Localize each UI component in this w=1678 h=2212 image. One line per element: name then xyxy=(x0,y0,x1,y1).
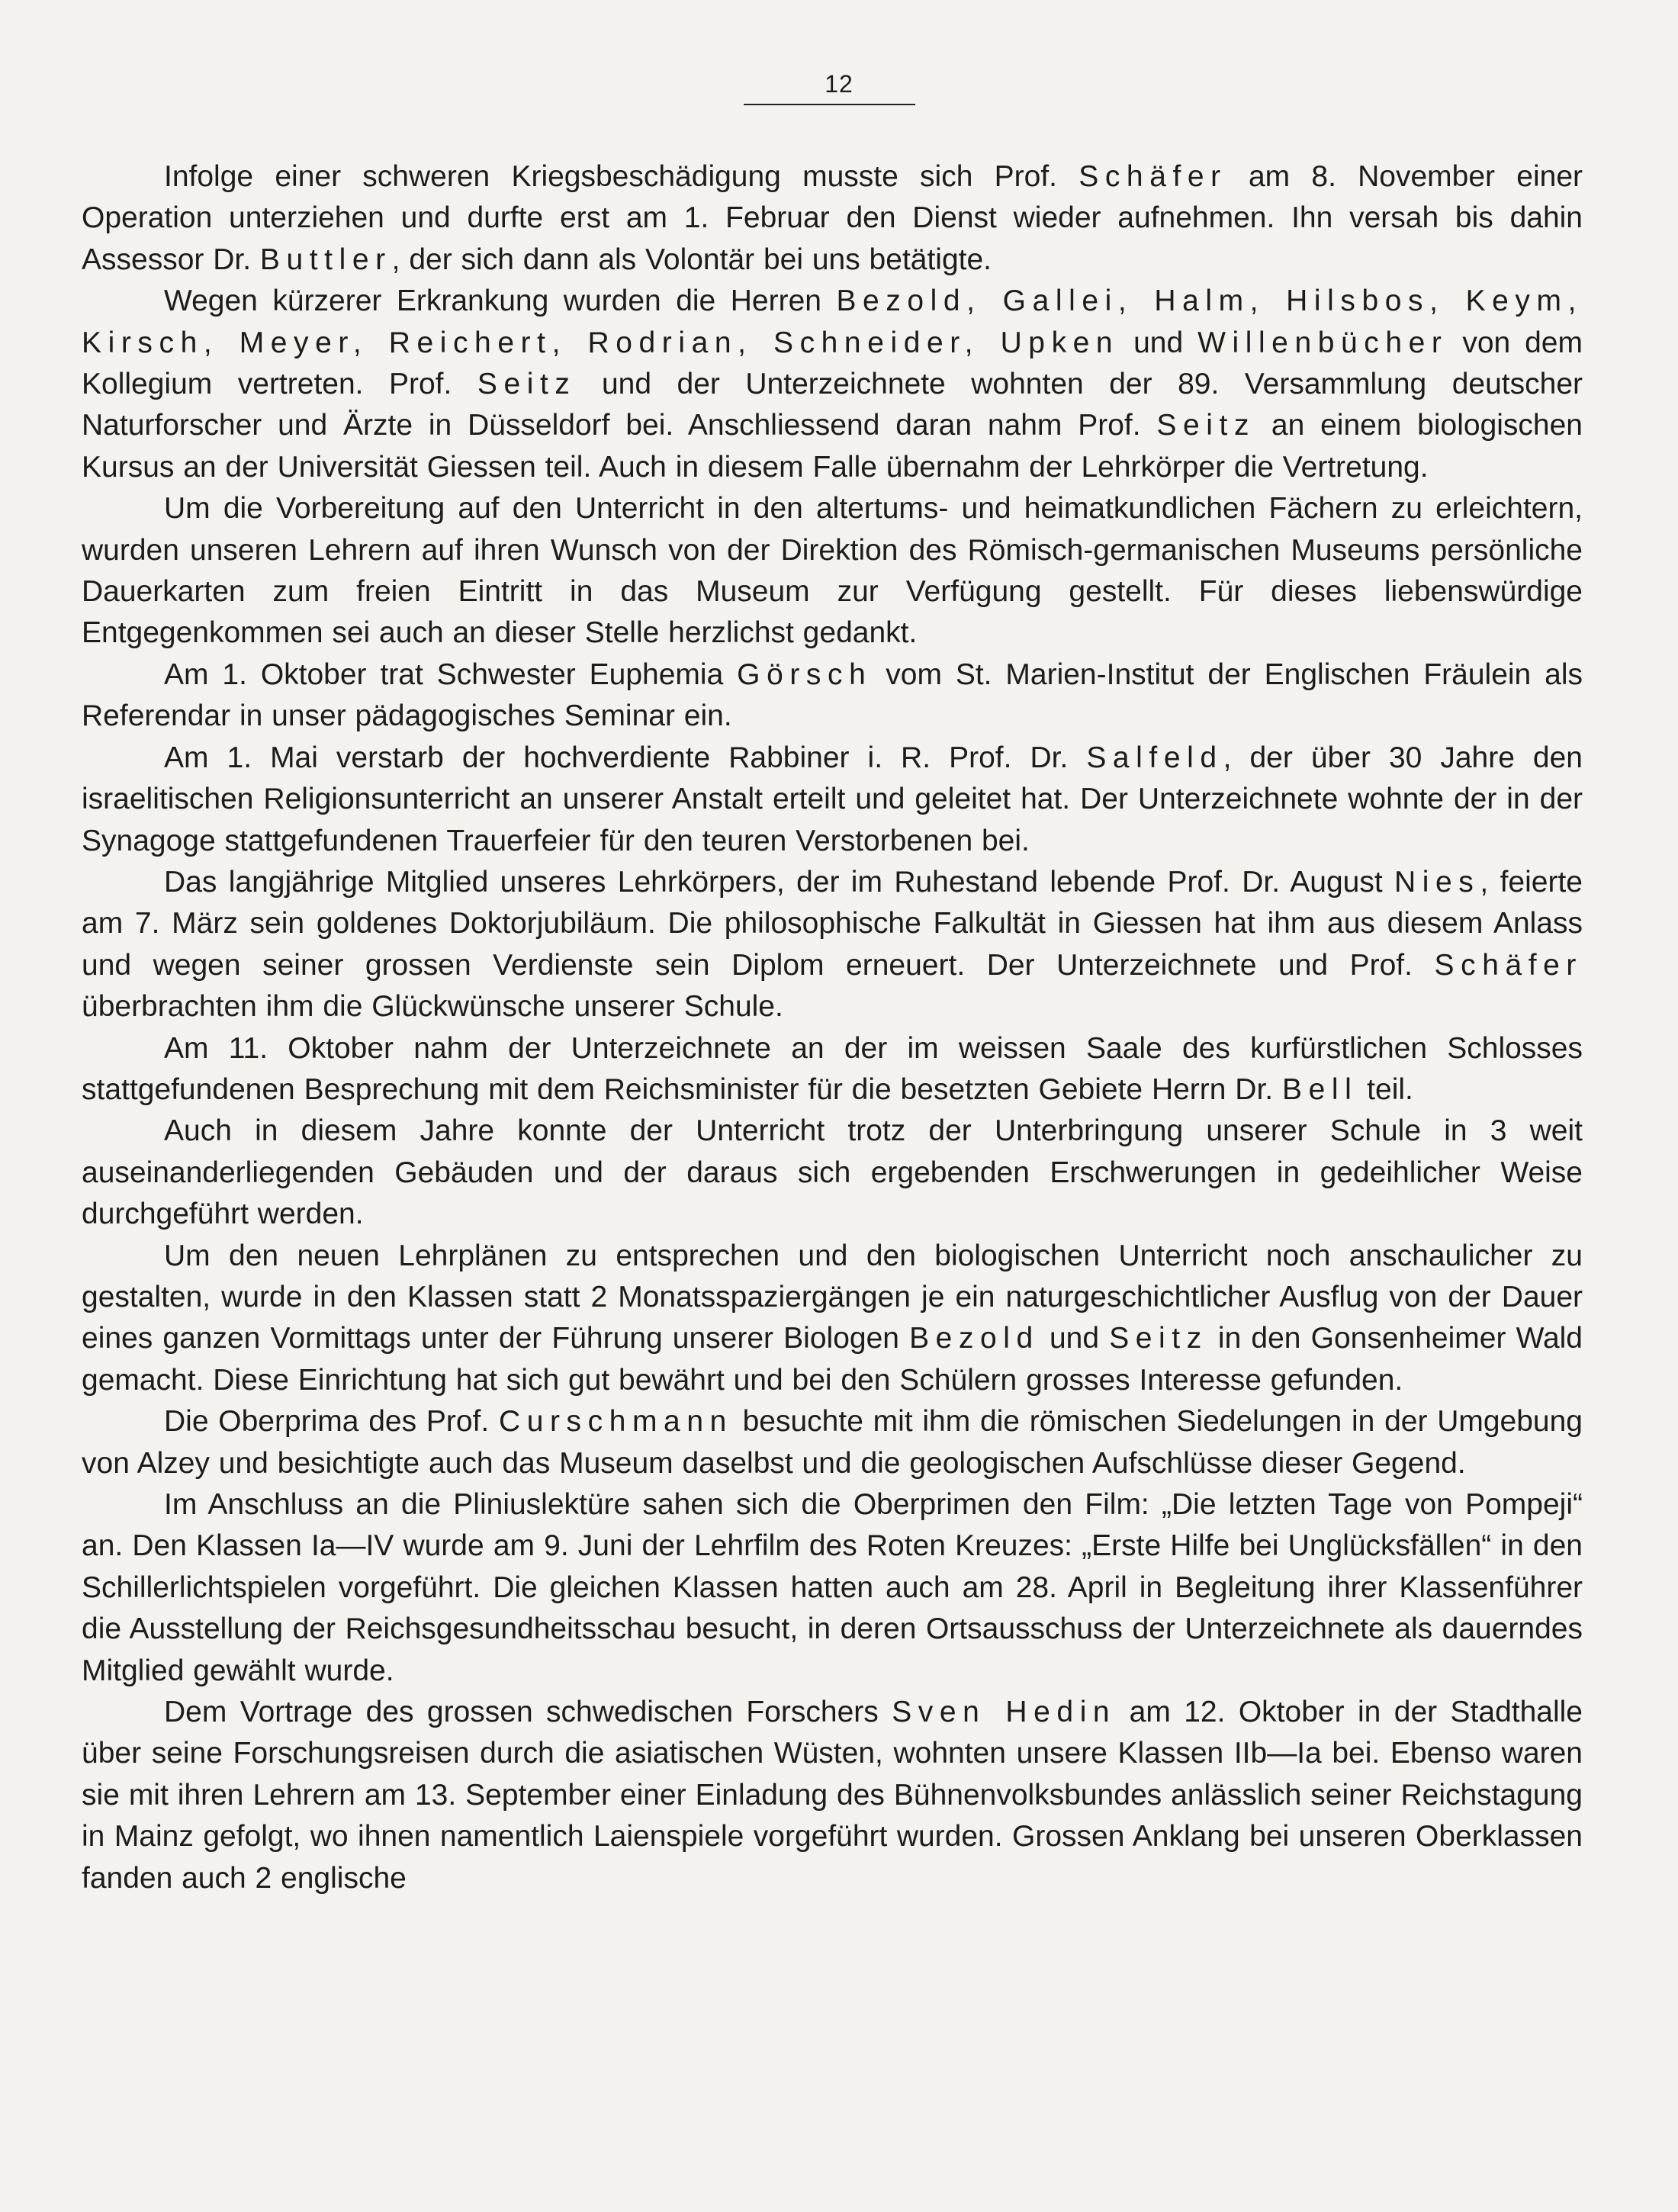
text-run: , der sich dann als Volontär bei uns betätigte. xyxy=(391,243,992,276)
text-run: besuchte mit ihm die römischen Siedelungen in der Umgebung von Alzey und besichtigte auch das Museum daselbst und die geologischen Aufschlüsse dieser Gegend. xyxy=(82,1405,1583,1480)
spaced-name: Görsch xyxy=(737,657,873,691)
paragraph xyxy=(82,654,1583,738)
paragraph xyxy=(82,156,1583,281)
text-run: vom St. Marien-Institut der Englischen Fräulein als Referendar in unser pädagogisches Seminar ein. xyxy=(82,657,1583,733)
text-run: überbrachten ihm die Glückwünsche unserer Schule. xyxy=(82,990,783,1024)
spaced-name: Bell xyxy=(1281,1072,1358,1106)
text-run: Auch in diesem Jahre konnte der Unterricht trotz der Unterbringung unserer Schule in 3 weit auseinanderliegenden Gebäuden und der daraus sich ergebenden Erschwerungen in gedeihlicher Weise durchgeführt werden. xyxy=(82,1114,1583,1231)
paragraph xyxy=(82,738,1583,862)
text-run: in den Gonsenheimer Wald gemacht. Diese Einrichtung hat sich gut bewährt und bei den Schülern grosses Interesse gefunden. xyxy=(82,1322,1583,1397)
text-run: Das langjährige Mitglied unseres Lehrkörpers, der im Ruhestand lebende Prof. Dr. August xyxy=(164,865,1395,899)
text-run: Dem Vortrage des grossen schwedischen Forschers xyxy=(164,1696,892,1729)
text-run: und der Unterzeichnete wohnten der 89. Versammlung deutscher Naturforscher und Ärzte in Düsseldorf bei. Anschliessend daran nahm Prof. xyxy=(82,368,1583,442)
page-number: 12 xyxy=(825,70,853,98)
text-run: , feierte am 7. März sein goldenes Doktorjubiläum. Die philosophische Falkultät in Giessen hat ihm aus diesem Anlass und wegen seiner grossen Verdienste sein Diplom erneuert. Der Unterzeichnete und Prof. xyxy=(82,865,1583,982)
paragraph xyxy=(82,1401,1583,1484)
text-run: am 8. November einer Operation unterziehen und durfte erst am 1. Februar den Dienst wieder aufnehmen. Ihn versah bis dahin Assessor Dr. xyxy=(82,160,1583,276)
text-run: und xyxy=(1039,1322,1110,1355)
spaced-name: Schäfer xyxy=(1434,948,1583,982)
spaced-name: Seitz xyxy=(477,368,577,401)
spaced-name: Curschmann xyxy=(498,1405,733,1439)
header-rule xyxy=(744,104,915,105)
text-run: Am 1. Mai verstarb der hochverdiente Rabbiner i. R. Prof. Dr. xyxy=(164,741,1087,774)
text-run: Wegen kürzerer Erkrankung wurden die Herren xyxy=(164,285,837,318)
spaced-name: Bezold, Gallei, Halm, Hilsbos, Keym, Kirsch, Meyer, Reichert, Rodrian, Schneider, Upken xyxy=(82,285,1583,359)
text-run: , der über 30 Jahre den israelitischen Religionsunterricht an unserer Anstalt erteilt und geleitet hat. Der Unterzeichnete wohnte der in der Synagoge stattgefundenen Trauerfeier für den teuren Verstorbenen bei. xyxy=(82,741,1583,857)
spaced-name: Willenbücher xyxy=(1197,326,1448,359)
text-run: Um den neuen Lehrplänen zu entsprechen und den biologischen Unterricht noch anschaulicher zu gestalten, wurde in den Klassen statt 2 Monatsspaziergängen je ein naturgeschichtlicher Ausflug von der Dauer eines ganzen Vormittags unter der Führung unserer Biologen xyxy=(82,1239,1583,1355)
paragraph xyxy=(82,1484,1583,1692)
text-run: an einem biologischen Kursus an der Universität Giessen teil. Auch in diesem Falle übernahm der Lehrkörper die Vertretung. xyxy=(82,409,1583,484)
paragraph xyxy=(82,1692,1583,1899)
spaced-name: Nies xyxy=(1394,865,1480,899)
text-run: Im Anschluss an die Pliniuslektüre sahen sich die Oberprimen den Film: „Die letzten Tage von Pompeji“ an. Den Klassen Ia—IV wurde am 9. Juni der Lehrfilm des Roten Kreuzes: „Erste Hilfe bei Unglücksfällen“ in den Schillerlichtspielen vorgeführt. Die gleichen Klassen hatten auch am 28. April in Begleitung ihrer Klassenführer die Ausstellung der Reichsgesundheitsschau besucht, in deren Ortsausschuss der Unterzeichnete als dauerndes Mitglied gewählt wurde. xyxy=(82,1488,1583,1687)
paragraph xyxy=(82,1111,1583,1235)
text-run: am 12. Oktober in der Stadthalle über seine Forschungsreisen durch die asiatischen Wüsten, wohnten unsere Klassen IIb—Ia bei. Ebenso waren sie mit ihren Lehrern am 13. September einer Einladung des Bühnenvolksbundes anlässlich seiner Reichstagung in Mainz gefolgt, wo ihnen namentlich Laienspiele vorgeführt wurden. Grossen Anklang bei unseren Oberklassen fanden auch 2 englische xyxy=(82,1696,1583,1895)
body-text xyxy=(82,156,1583,1899)
text-run: Am 1. Oktober trat Schwester Euphemia xyxy=(164,657,738,691)
paragraph xyxy=(82,1236,1583,1402)
text-run: Die Oberprima des Prof. xyxy=(164,1405,499,1439)
spaced-name: Seitz xyxy=(1109,1322,1208,1355)
text-run: Am 11. Oktober nahm der Unterzeichnete an der im weissen Saale des kurfürstlichen Schlosses stattgefundenen Besprechung mit dem Reichsminister für die besetzten Gebiete Herrn Dr. xyxy=(82,1031,1583,1106)
paragraph xyxy=(82,1028,1583,1111)
paragraph xyxy=(82,281,1583,488)
spaced-name: Buttler xyxy=(259,243,392,276)
text-run: Infolge einer schweren Kriegsbeschädigung musste sich Prof. xyxy=(164,160,1079,193)
text-run: von dem Kollegium vertreten. Prof. xyxy=(82,326,1583,401)
paragraph xyxy=(82,862,1583,1028)
spaced-name: Bezold xyxy=(909,1322,1040,1355)
text-run: Um die Vorbereitung auf den Unterricht in den altertums- und heimatkundlichen Fächern zu erleichtern, wurden unseren Lehrern auf ihren Wunsch von der Direktion des Römisch-germanischen Museums persönliche Dauerkarten zum freien Eintritt in das Museum zur Verfügung gestellt. Für dieses liebenswürdige Entgegenkommen sei auch an dieser Stelle herzlichst gedankt. xyxy=(82,492,1583,650)
spaced-name: Schäfer xyxy=(1078,160,1227,193)
text-run: und xyxy=(1119,326,1198,359)
spaced-name: Seitz xyxy=(1156,409,1256,442)
spaced-name: Sven Hedin xyxy=(892,1696,1117,1729)
paragraph xyxy=(82,488,1583,654)
text-run: teil. xyxy=(1358,1072,1413,1106)
spaced-name: Salfeld xyxy=(1086,741,1223,774)
